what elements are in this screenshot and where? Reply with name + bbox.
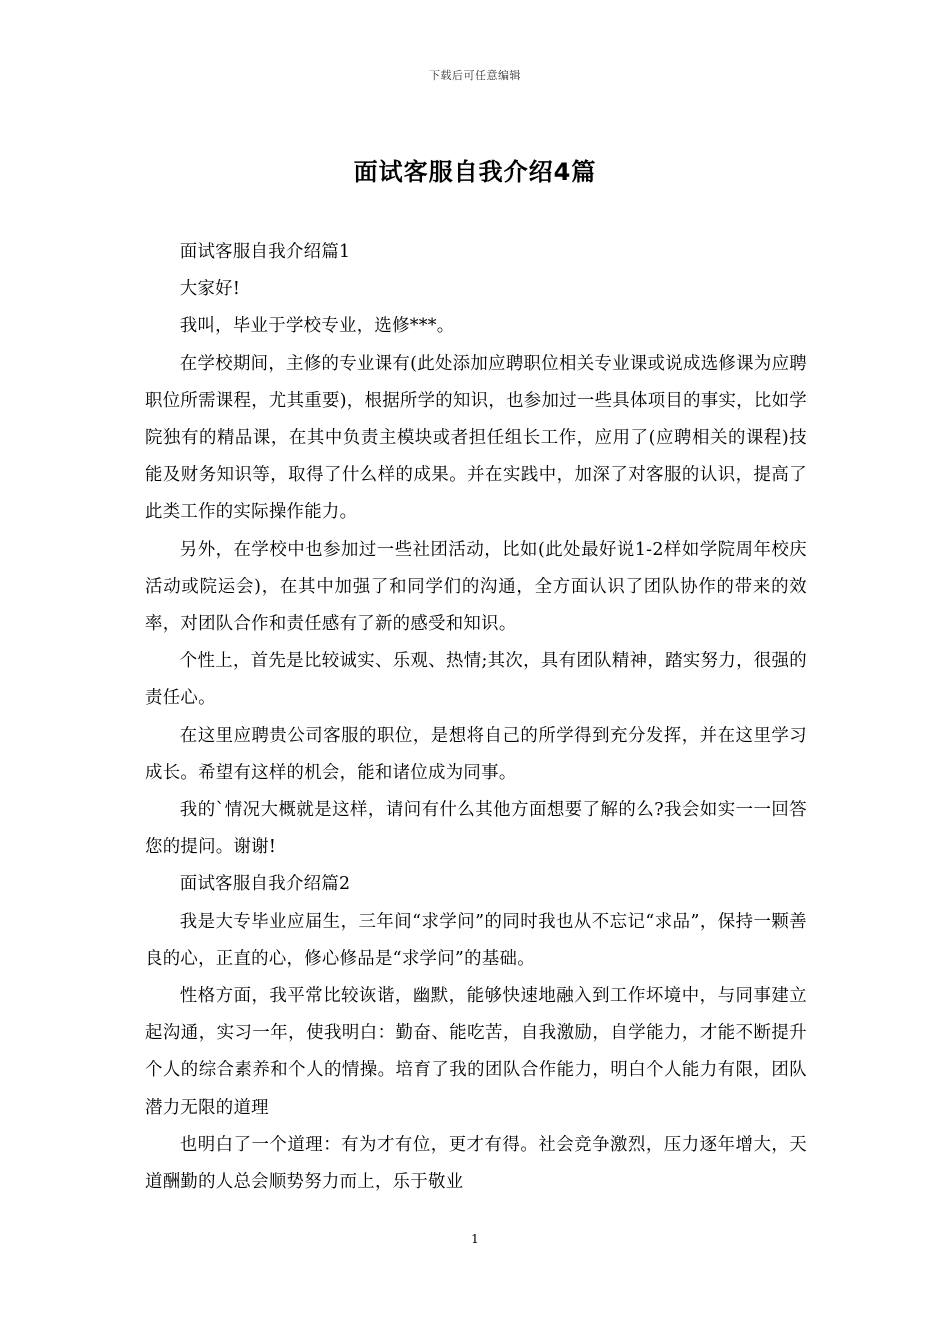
- page-number: 1: [471, 1232, 479, 1246]
- paragraph: 我的`情况大概就是这样，请问有什么其他方面想要了解的么?我会如实一一回答您的提问。谢谢!: [145, 800, 807, 858]
- paragraph: 个性上，首先是比较诚实、乐观、热情;其次，具有团队精神，踏实努力，很强的责任心。: [145, 651, 807, 709]
- paragraph: 也明白了一个道理：有为才有位，更才有得。社会竞争激烈，压力逐年增大，天道酬勤的人总会顺势努力而上，乐于敬业: [145, 1134, 807, 1193]
- paragraph: 另外，在学校中也参加过一些社团活动，比如(此处最好说1-2样如学院周年校庆活动或院运会)，在其中加强了和同学们的沟通，全方面认识了团队协作的带来的效率，对团队合作和责任感有了新的感受和知识。: [145, 539, 807, 635]
- paragraph: 在这里应聘贵公司客服的职位，是想将自己的所学得到充分发挥，并在这里学习成长。希望有这样的机会，能和诸位成为同事。: [145, 725, 807, 783]
- document-title: 面试客服自我介绍4篇: [353, 158, 597, 186]
- paragraph: 大家好!: [179, 279, 241, 300]
- section-heading: 面试客服自我介绍篇1: [179, 242, 351, 262]
- document-body: [145, 234, 807, 1201]
- section-heading: 面试客服自我介绍篇2: [179, 874, 351, 895]
- paragraph: 在学校期间，主修的专业课有(此处添加应聘职位相关专业课或说成选修课为应聘职位所需课程，尤其重要)，根据所学的知识，也参加过一些具体项目的事实，比如学院独有的精品课，在其中负责主模块或者担任组长工作，应用了(应聘相关的课程)技能及财务知识等，取得了什么样的成果。并在实践中，加深了对客服的认识，提高了此类工作的实际操作能力。: [145, 353, 807, 523]
- paragraph: 我叫，毕业于学校专业，选修***。: [179, 316, 455, 337]
- paragraph: 性格方面，我平常比较诙谐，幽默，能够快速地融入到工作坏境中，与同事建立起沟通，实习一年，使我明白：勤奋、能吃苦，自我激励，自学能力，才能不断提升个人的综合素养和个人的情操。培育了我的团队合作能力，明白个人能力有限，团队潜力无限的道理: [145, 986, 807, 1118]
- paragraph: 我是大专毕业应届生，三年间“求学问”的同时我也从不忘记“求品”，保持一颗善良的心，正直的心，修心修品是“求学问”的基础。: [145, 911, 807, 969]
- header-note: 下载后可任意编辑: [429, 69, 521, 82]
